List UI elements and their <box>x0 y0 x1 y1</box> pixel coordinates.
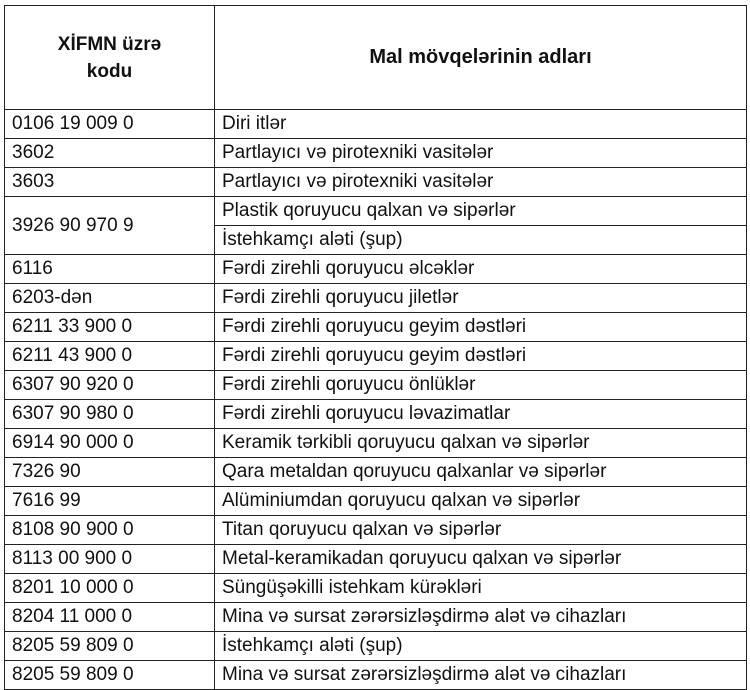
table-row <box>5 342 747 371</box>
name-cell: Keramik tərkibli qoruyucu qalxan və sipərlər <box>215 429 747 458</box>
table-row <box>5 284 747 313</box>
name-cell: Mina və sursat zərərsizləşdirmə alət və cihazları <box>215 603 747 632</box>
code-header-line2: kodu <box>86 60 133 82</box>
table-row <box>5 168 747 197</box>
table-header-row <box>5 6 747 110</box>
goods-table <box>4 5 747 690</box>
table-row <box>5 632 747 661</box>
table-row <box>5 545 747 574</box>
code-header-line1: XİFMN üzrə <box>57 33 162 55</box>
name-cell: Partlayıcı və pirotexniki vasitələr <box>215 168 747 197</box>
code-cell: 8108 90 900 0 <box>5 516 215 545</box>
code-cell: 8205 59 809 0 <box>5 632 215 661</box>
name-cell: Alüminiumdan qoruyucu qalxan və sipərlər <box>215 487 747 516</box>
code-cell: 6307 90 980 0 <box>5 400 215 429</box>
name-cell: Diri itlər <box>215 110 747 139</box>
table-body <box>5 110 747 690</box>
table-row <box>5 661 747 690</box>
name-cell: Fərdi zirehli qoruyucu jiletlər <box>215 284 747 313</box>
code-cell: 6211 43 900 0 <box>5 342 215 371</box>
code-cell: 6914 90 000 0 <box>5 429 215 458</box>
code-cell: 7326 90 <box>5 458 215 487</box>
code-cell: 7616 99 <box>5 487 215 516</box>
name-cell: Süngüşəkilli istehkam kürəkləri <box>215 574 747 603</box>
code-cell: 0106 19 009 0 <box>5 110 215 139</box>
code-cell: 6203-dən <box>5 284 215 313</box>
code-cell: 3926 90 970 9 <box>5 197 215 255</box>
table-row <box>5 458 747 487</box>
table-row <box>5 516 747 545</box>
name-cell: Fərdi zirehli qoruyucu ləvazimatlar <box>215 400 747 429</box>
table-row <box>5 487 747 516</box>
name-cell: Fərdi zirehli qoruyucu önlüklər <box>215 371 747 400</box>
name-cell: Plastik qoruyucu qalxan və sipərlər <box>215 197 747 226</box>
code-cell: 8113 00 900 0 <box>5 545 215 574</box>
name-cell: Fərdi zirehli qoruyucu əlcəklər <box>215 255 747 284</box>
table-row <box>5 139 747 168</box>
code-cell: 8205 59 809 0 <box>5 661 215 690</box>
table-row <box>5 603 747 632</box>
name-cell: Fərdi zirehli qoruyucu geyim dəstləri <box>215 342 747 371</box>
code-cell: 3603 <box>5 168 215 197</box>
name-cell: Partlayıcı və pirotexniki vasitələr <box>215 139 747 168</box>
name-cell: Mina və sursat zərərsizləşdirmə alət və cihazları <box>215 661 747 690</box>
name-cell: Metal-keramikadan qoruyucu qalxan və sipərlər <box>215 545 747 574</box>
table-row <box>5 313 747 342</box>
table-row <box>5 574 747 603</box>
code-cell: 6211 33 900 0 <box>5 313 215 342</box>
name-cell: Qara metaldan qoruyucu qalxanlar və sipərlər <box>215 458 747 487</box>
code-cell: 8204 11 000 0 <box>5 603 215 632</box>
name-column-header: Mal mövqelərinin adları <box>215 6 747 110</box>
code-cell: 8201 10 000 0 <box>5 574 215 603</box>
table-row <box>5 371 747 400</box>
table-row <box>5 429 747 458</box>
table-row <box>5 197 747 226</box>
code-cell: 6307 90 920 0 <box>5 371 215 400</box>
code-cell: 6116 <box>5 255 215 284</box>
code-cell: 3602 <box>5 139 215 168</box>
table-row <box>5 110 747 139</box>
name-cell: Titan qoruyucu qalxan və sipərlər <box>215 516 747 545</box>
name-cell: İstehkamçı aləti (şup) <box>215 632 747 661</box>
table-row <box>5 255 747 284</box>
table-row <box>5 400 747 429</box>
name-cell: Fərdi zirehli qoruyucu geyim dəstləri <box>215 313 747 342</box>
code-column-header <box>5 6 215 110</box>
name-cell: İstehkamçı aləti (şup) <box>215 226 747 255</box>
